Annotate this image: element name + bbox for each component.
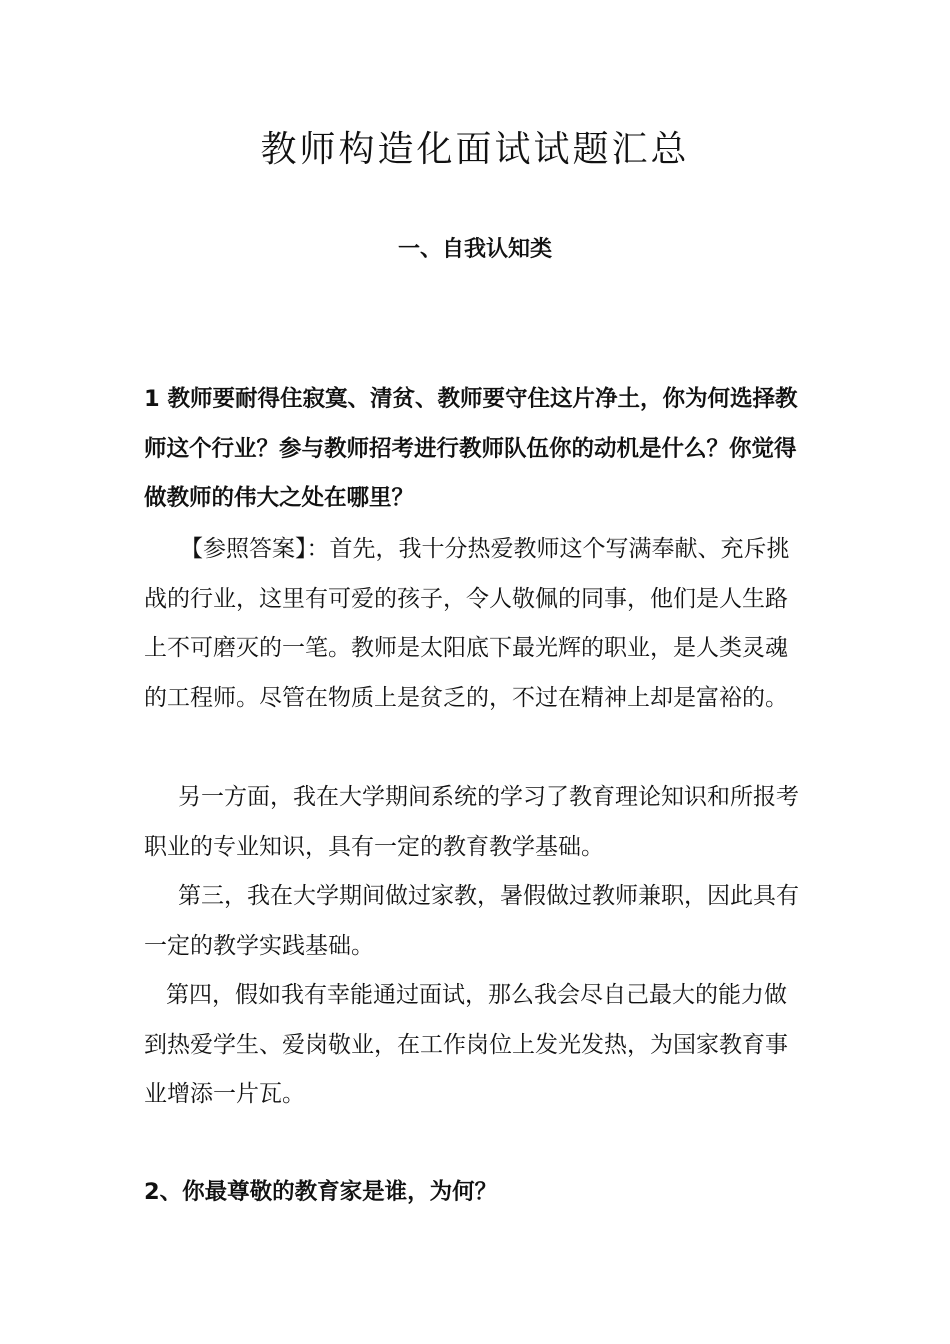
question-1: 1 教师要耐得住寂寞、清贫、教师要守住这片净土，你为何选择教师这个行业？参与教师招考进行教师队伍你的动机是什么？你觉得做教师的伟大之处在哪里？ xyxy=(144,386,798,511)
answer-1-paragraph-4: 第四，假如我有幸能通过面试，那么我会尽自己最大的能力做到热爱学生、爱岗敬业，在工作岗位上发光发热，为国家教育事业增添一片瓦。 xyxy=(144,982,788,1107)
question-2: 2、你最尊敬的教育家是谁，为何？ xyxy=(144,1179,498,1205)
answer-1-paragraph-2: 另一方面，我在大学期间系统的学习了教育理论知识和所报考职业的专业知识，具有一定的教育教学基础。 xyxy=(144,784,799,860)
document-title: 教师构造化面试试题汇总 xyxy=(260,129,690,170)
answer-1-paragraph-1: 【参照答案】：首先，我十分热爱教师这个写满奉献、充斥挑战的行业，这里有可爱的孩子，令人敬佩的同事，他们是人生路上不可磨灭的一笔。教师是太阳底下最光辉的职业，是人类灵魂的工程师。尽管在物质上是贫乏的，不过在精神上却是富裕的。 xyxy=(144,536,790,711)
answer-1-paragraph-3: 第三，我在大学期间做过家教，暑假做过教师兼职，因此具有一定的教学实践基础。 xyxy=(144,883,799,959)
section-heading: 一、自我认知类 xyxy=(397,237,552,262)
